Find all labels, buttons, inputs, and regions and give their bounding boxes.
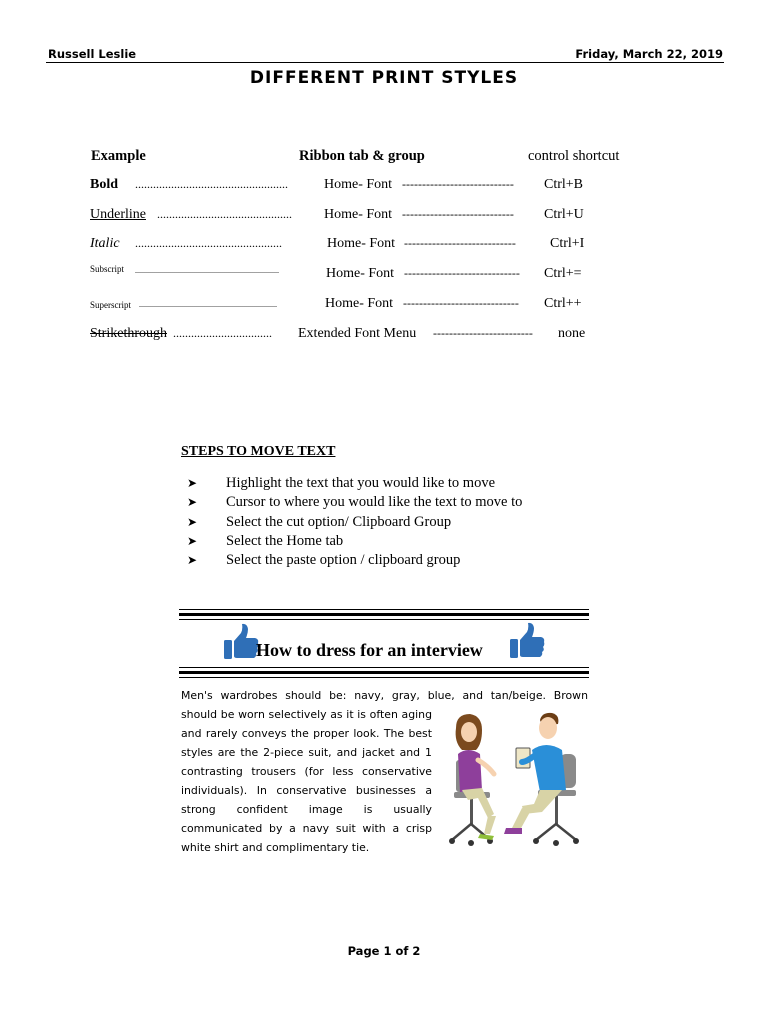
paragraph-line: styles are the 2-piece suit, and jacket and 1 <box>181 746 432 759</box>
example-strikethrough: Strikethrough <box>90 326 167 341</box>
ribbon-group: Home- Font <box>327 236 396 251</box>
section-rule-top-thick <box>179 613 589 616</box>
leader-dots: ..................................................................... <box>139 300 277 309</box>
arrow-bullet-icon: ➤ <box>187 534 198 549</box>
leader-dots: ........................................................................ <box>135 266 279 275</box>
document-date: Friday, March 22, 2019 <box>575 47 723 61</box>
leader-dashes: ------------------------- <box>433 326 533 340</box>
shortcut: Ctrl++ <box>544 296 582 311</box>
author-name: Russell Leslie <box>48 47 137 61</box>
interview-illustration <box>442 710 588 848</box>
paragraph-line: individuals). In conservative businesses a <box>181 784 432 797</box>
section-rule-bottom-thick <box>179 671 589 674</box>
thumbs-up-icon <box>222 622 260 662</box>
ribbon-group: Extended Font Menu <box>298 326 417 341</box>
list-item: ➤ Select the paste option / clipboard group <box>187 552 461 569</box>
column-header-shortcut: control shortcut <box>528 148 620 164</box>
leader-dashes: ----------------------------- <box>403 296 519 310</box>
paragraph-line: Men's wardrobes should be: navy, gray, blue, and tan/beige. Brown <box>181 689 588 702</box>
ribbon-group: Home- Font <box>324 177 393 192</box>
arrow-bullet-icon: ➤ <box>187 514 198 529</box>
list-item: ➤ Cursor to where you would like the text to move to <box>187 494 523 511</box>
paragraph-line: and rarely conveys the proper look. The best <box>181 727 432 740</box>
ribbon-group: Home- Font <box>324 207 393 222</box>
page-number: Page 1 of 2 <box>347 944 421 958</box>
leader-dashes: ---------------------------- <box>404 236 516 250</box>
arrow-bullet-icon: ➤ <box>187 553 198 568</box>
paragraph-line: strong confident image is usually <box>181 803 432 816</box>
section-rule-top <box>179 609 589 610</box>
example-subscript: Subscript <box>90 264 125 274</box>
arrow-bullet-icon: ➤ <box>187 495 198 510</box>
shortcut: Ctrl+U <box>544 207 584 222</box>
paragraph-line: contrasting trousers (for less conservative <box>181 765 432 778</box>
leader-dashes: ---------------------------- <box>402 207 514 221</box>
section-heading: How to dress for an interview <box>256 640 483 660</box>
column-header-ribbon: Ribbon tab & group <box>299 148 425 164</box>
header-rule <box>46 62 724 63</box>
shortcut: Ctrl+I <box>550 236 585 251</box>
shortcut: Ctrl+B <box>544 177 584 192</box>
paragraph-line: white shirt and complimentary tie. <box>181 841 370 854</box>
leader-dots: ............................................. <box>157 207 292 221</box>
steps-list <box>187 474 522 570</box>
thumbs-up-icon <box>508 620 546 662</box>
paragraph-line: should be worn selectively as it is often aging <box>181 708 432 721</box>
table-row <box>90 177 118 193</box>
leader-dashes: ----------------------------- <box>404 266 520 280</box>
column-header-example: Example <box>91 148 146 164</box>
ribbon-group: Home- Font <box>325 296 394 311</box>
example-italic: Italic <box>90 236 120 251</box>
section-rule-bottom <box>179 677 589 678</box>
shortcut: Ctrl+= <box>544 266 582 281</box>
list-item: ➤ Select the Home tab <box>187 533 344 550</box>
arrow-bullet-icon: ➤ <box>187 476 198 491</box>
leader-dots: ................................. <box>173 326 272 340</box>
ribbon-group: Home- Font <box>326 266 395 281</box>
leader-dashes: ---------------------------- <box>402 177 514 191</box>
section-rule-bottom-thin <box>179 667 589 668</box>
list-item: ➤ Select the cut option/ Clipboard Group <box>187 513 452 530</box>
leader-dots: ................................................... <box>135 177 288 191</box>
page-title: DIFFERENT PRINT STYLES <box>249 68 519 88</box>
list-item: ➤ Highlight the text that you would like to move <box>187 475 496 492</box>
shortcut: none <box>558 326 586 341</box>
steps-heading: STEPS TO MOVE TEXT <box>181 444 336 459</box>
example-superscript: Superscript <box>90 300 131 310</box>
example-bold: Bold <box>90 177 119 192</box>
paragraph-line: communicated by a navy suit with a crisp <box>181 822 432 835</box>
leader-dots: ................................................. <box>135 236 282 250</box>
example-underline: Underline <box>90 207 146 222</box>
